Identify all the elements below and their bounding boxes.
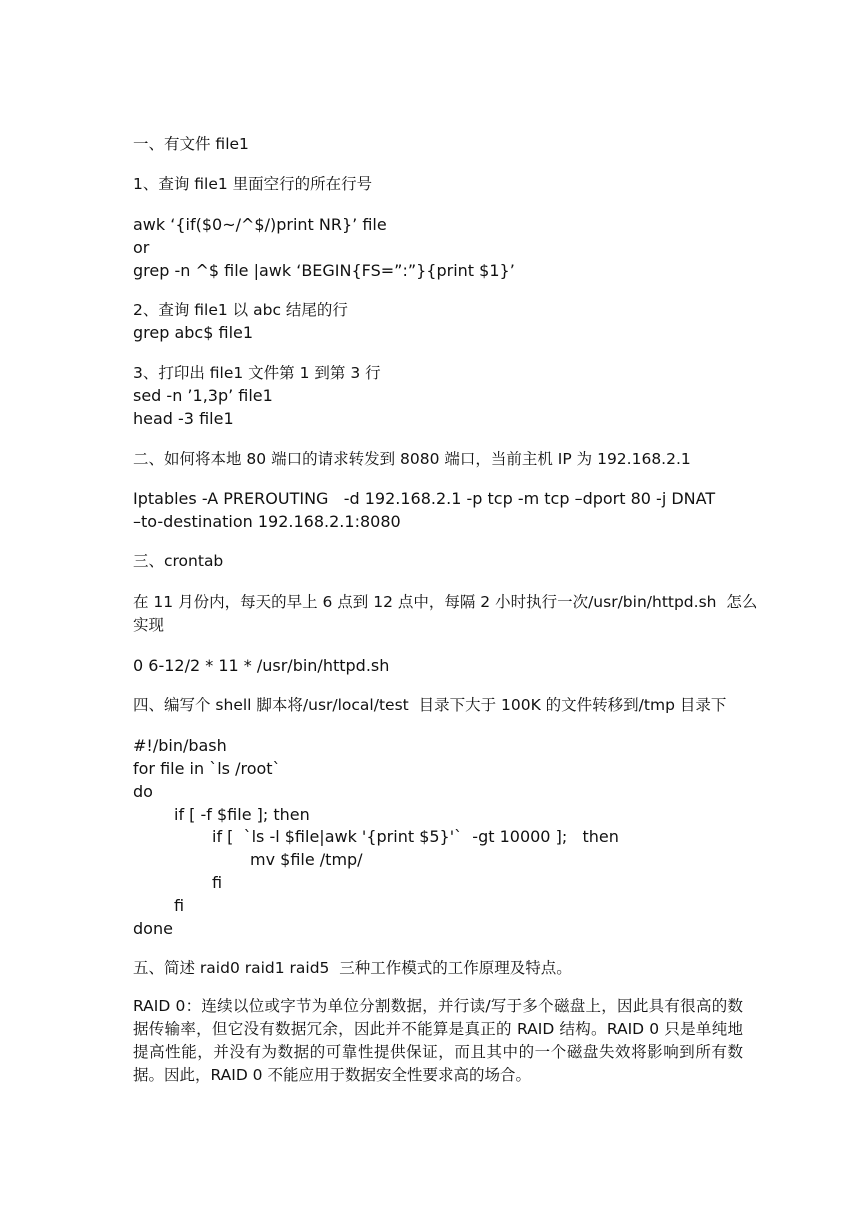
script-shebang: #!/bin/bash [133,736,227,755]
script-mv: mv $file /tmp/ [250,850,363,869]
q1-title: 1、查询 file1 里面空行的所在行号 [133,175,373,193]
section2-line-2: –to-destination 192.168.2.1:8080 [133,512,401,531]
section5-heading: 五、简述 raid0 raid1 raid5 三种工作模式的工作原理及特点。 [133,959,572,977]
script-do: do [133,782,153,801]
script-done: done [133,919,173,938]
q1-line-3: grep -n ^$ file |awk ‘BEGIN{FS=”:”}{print $1}’ [133,261,515,280]
section1-heading: 一、有文件 file1 [133,135,249,153]
q1-line-2: or [133,238,150,257]
script-fi-outer: fi [174,896,185,915]
q3-title: 3、打印出 file1 文件第 1 到第 3 行 [133,364,381,382]
q3-line-2: head -3 file1 [133,409,234,428]
script-fi-inner: fi [212,873,223,892]
q2-line-1: grep abc$ file1 [133,323,254,342]
q2-title: 2、查询 file1 以 abc 结尾的行 [133,301,348,319]
script-if-size: if [ `ls -l $file|awk '{print $5}'` -gt 10000 ]; then [212,827,619,846]
section2-line-1: Iptables -A PREROUTING -d 192.168.2.1 -p tcp -m tcp –dport 80 -j DNAT [133,489,716,508]
script-if-file: if [ -f $file ]; then [174,805,310,824]
section4-heading: 四、编写个 shell 脚本将/usr/local/test 目录下大于 100K 的文件转移到/tmp 目录下 [133,696,727,714]
script-for-line: for file in `ls /root` [133,759,281,778]
raid0-paragraph: RAID 0：连续以位或字节为单位分割数据，并行读/写于多个磁盘上，因此具有很高的数据传输率，但它没有数据冗余，因此并不能算是真正的 RAID 结构。RAID 0 只是单纯地提高性能，并没有为数据的可靠性提供保证，而且其中的一个磁盘失效将影响到所有数据。因此，RAID 0 不能应用于数据安全性要求高的场合。 [133,997,743,1084]
q3-line-1: sed -n ’1,3p’ file1 [133,386,273,405]
section3-heading: 三、crontab [133,552,224,570]
section3-answer: 0 6-12/2 * 11 * /usr/bin/httpd.sh [133,656,390,675]
q1-line-1: awk ‘{if($0~/^$/)print NR}’ file [133,215,387,234]
section2-heading: 二、如何将本地 80 端口的请求转发到 8080 端口，当前主机 IP 为 192.168.2.1 [133,450,691,468]
section3-question-line-2: 实现 [133,616,165,634]
section3-question-line-1: 在 11 月份内，每天的早上 6 点到 12 点中，每隔 2 小时执行一次/usr/bin/httpd.sh 怎么 [133,593,758,611]
